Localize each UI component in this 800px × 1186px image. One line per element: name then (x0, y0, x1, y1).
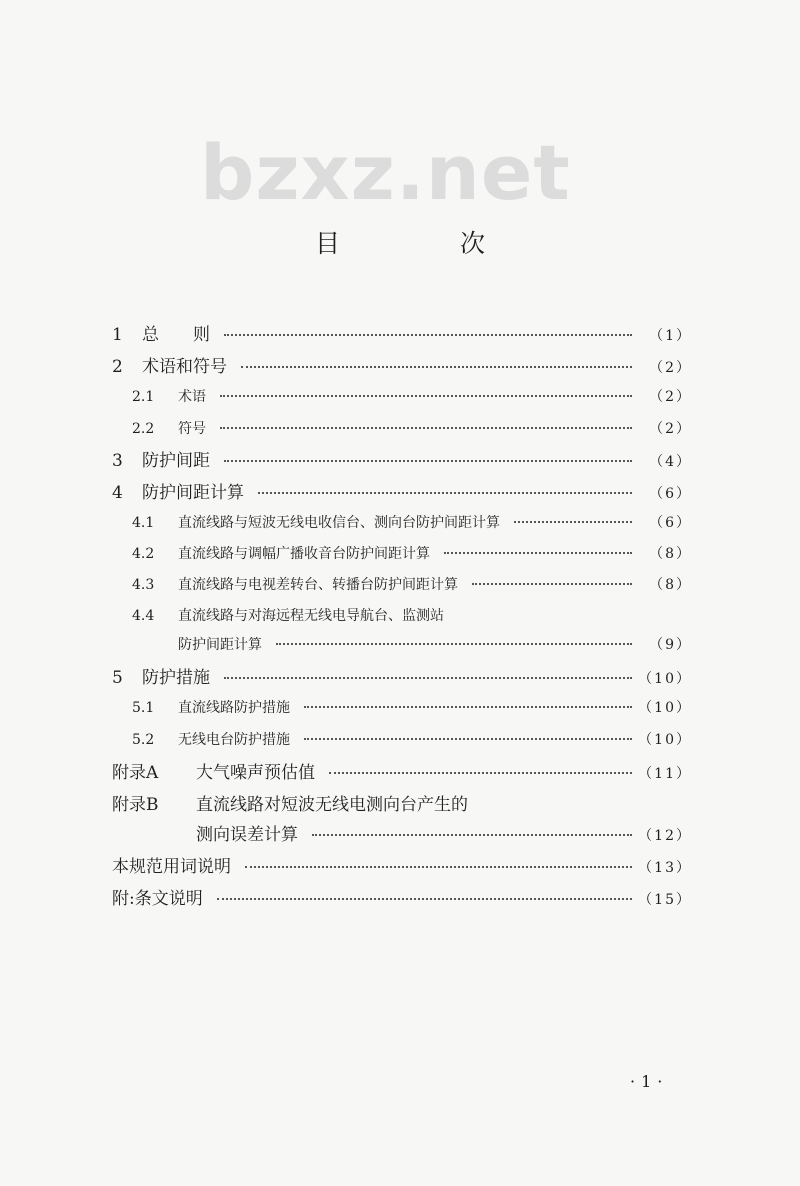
toc-number: 附录B (112, 795, 159, 815)
toc-entry (112, 605, 692, 625)
toc-entry (112, 543, 692, 563)
toc-entry (112, 512, 692, 532)
leader-dots (276, 642, 632, 645)
toc-number: 2.1 (132, 389, 155, 405)
toc-title: 直流线路与短波无线电收信台、测向台防护间距计算 (178, 515, 500, 531)
toc-page: （8） (649, 577, 692, 593)
watermark: bzxz.net (200, 128, 571, 217)
toc-title: 直流线路对短波无线电测向台产生的 (196, 795, 468, 815)
toc-entry (112, 729, 692, 749)
toc-title: 直流线路与调幅广播收音台防护间距计算 (178, 546, 430, 562)
toc-title: 直流线路与电视差转台、转播台防护间距计算 (178, 577, 458, 593)
toc-number: 附录A (112, 763, 159, 783)
toc-page: （10） (638, 671, 692, 687)
toc-page: （2） (649, 421, 692, 437)
toc-entry (112, 446, 692, 471)
toc-number: 5 (112, 668, 123, 688)
leader-dots (514, 520, 632, 523)
toc-number: 2 (112, 357, 123, 377)
toc-number: 4.2 (132, 546, 155, 562)
toc-page: （1） (649, 328, 692, 344)
toc-number: 5.2 (132, 732, 155, 748)
leader-dots (329, 771, 632, 774)
leader-dots (220, 426, 632, 429)
toc-title: 直流线路防护措施 (178, 700, 290, 716)
toc-page: （4） (649, 454, 692, 470)
toc-title: 符号 (178, 421, 206, 437)
toc-entry (112, 478, 692, 503)
toc-entry (112, 790, 692, 815)
toc-title: 术语 (178, 389, 206, 405)
toc-title: 防护措施 (142, 668, 210, 688)
toc-entry (112, 697, 692, 717)
toc-number: 2.2 (132, 421, 155, 437)
toc-title: 防护间距 (142, 451, 210, 471)
toc-entry (112, 386, 692, 406)
toc-title: 防护间距计算 (142, 483, 244, 503)
toc-entry (112, 884, 692, 909)
toc-title: 总 则 (142, 325, 210, 345)
toc-page: （6） (649, 515, 692, 531)
leader-dots (304, 737, 632, 740)
toc-entry (112, 418, 692, 438)
leader-dots (472, 582, 632, 585)
toc-number: 4 (112, 483, 123, 503)
toc-title-line2: 防护间距计算 (178, 637, 262, 653)
toc-page: （2） (649, 389, 692, 405)
toc-title-line2: 测向误差计算 (196, 825, 298, 845)
leader-dots (224, 333, 632, 336)
leader-dots (224, 459, 632, 462)
toc-page: （10） (638, 700, 692, 716)
leader-dots (220, 394, 632, 397)
toc-number: 1 (112, 325, 123, 345)
leader-dots (444, 551, 632, 554)
leader-dots (304, 705, 632, 708)
toc-number: 4.1 (132, 515, 155, 531)
toc-entry (112, 574, 692, 594)
toc-page: （11） (638, 766, 692, 782)
leader-dots (312, 833, 632, 836)
toc-entry (112, 352, 692, 377)
leader-dots (241, 365, 632, 368)
toc-number: 5.1 (132, 700, 155, 716)
toc-title: 本规范用词说明 (112, 857, 231, 877)
leader-dots (245, 865, 632, 868)
toc-number: 3 (112, 451, 123, 471)
toc-title: 大气噪声预估值 (196, 763, 315, 783)
toc-entry (112, 758, 692, 783)
toc-entry (112, 320, 692, 345)
toc-entry-continuation (196, 820, 692, 845)
page-number: ·1· (630, 1072, 669, 1091)
leader-dots (258, 491, 632, 494)
toc-title: 无线电台防护措施 (178, 732, 290, 748)
toc-page: （12） (638, 828, 692, 844)
toc-page: （2） (649, 360, 692, 376)
toc-number: 4.3 (132, 577, 155, 593)
toc-page: （13） (638, 860, 692, 876)
toc-page: （10） (638, 732, 692, 748)
toc-page: （9） (649, 637, 692, 653)
toc-page: （6） (649, 486, 692, 502)
toc-entry (112, 852, 692, 877)
toc-title: 直流线路与对海远程无线电导航台、监测站 (178, 608, 444, 624)
toc-entry-continuation (178, 634, 692, 654)
toc-entry (112, 663, 692, 688)
leader-dots (224, 676, 632, 679)
toc-title: 附:条文说明 (112, 889, 203, 909)
toc-page: （15） (638, 892, 692, 908)
toc-number: 4.4 (132, 608, 155, 624)
leader-dots (217, 897, 632, 900)
toc-page: （8） (649, 546, 692, 562)
toc-title: 术语和符号 (142, 357, 227, 377)
page-title: 目 次 (315, 229, 541, 258)
